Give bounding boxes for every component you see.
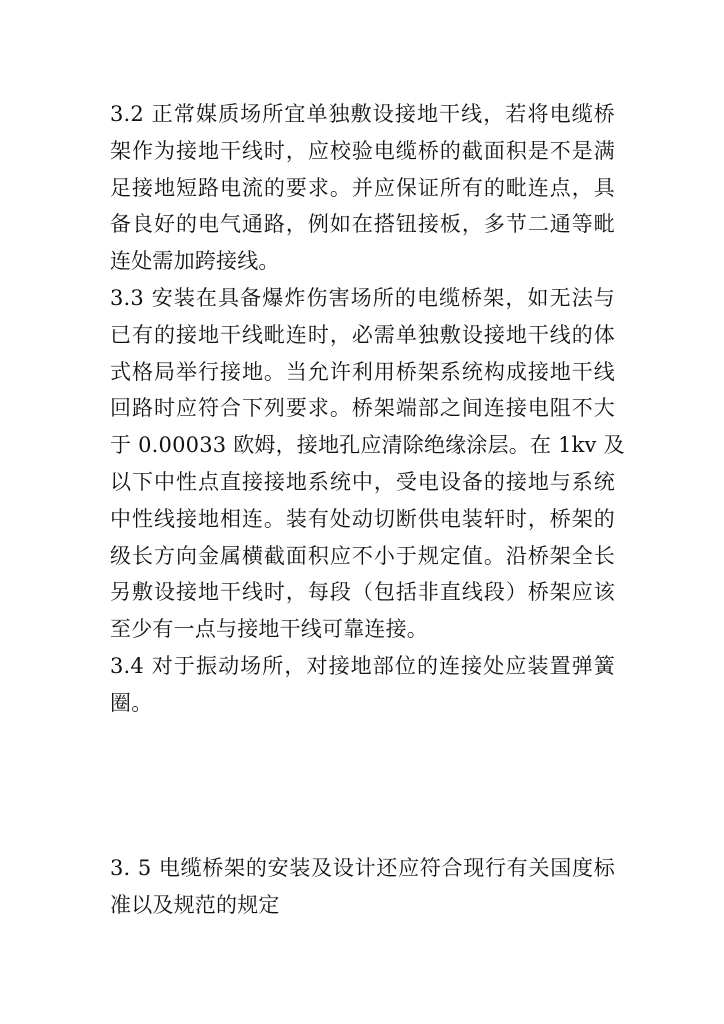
text-line: 级长方向金属横截面积应不小于规定值。沿桥架全长: [110, 543, 615, 568]
text-line: 已有的接地干线毗连时，必需单独敷设接地干线的体: [110, 322, 615, 347]
text-line: 足接地短路电流的要求。并应保证所有的毗连点，具: [110, 175, 615, 200]
text-line: 3. 5 电缆桥架的安装及设计还应符合现行有关国度标: [110, 856, 615, 880]
text-line: 3.2 正常媒质场所宜单独敷设接地干线，若将电缆桥: [110, 102, 615, 126]
text-line: 式格局举行接地。当允许利用桥架系统构成接地干线: [110, 359, 615, 384]
text-line: 3.4 对于振动场所，对接地部位的连接处应装置弹簧: [110, 653, 615, 678]
text-line: 以下中性点直接接地系统中，受电设备的接地与系统: [110, 469, 615, 494]
text-line: 回路时应符合下列要求。桥架端部之间连接电阻不大: [110, 396, 615, 421]
text-line: 圈。: [110, 690, 153, 715]
text-line: 中性线接地相连。装有处动切断供电装轩时，桥架的: [110, 506, 615, 531]
text-line: 3.3 安装在具备爆炸伤害场所的电缆桥架，如无法与: [110, 285, 615, 310]
text-line: 架作为接地干线时，应校验电缆桥的截面积是不是满: [110, 138, 615, 163]
text-line: 备良好的电气通路，例如在搭钮接板，多节二通等毗: [110, 212, 615, 237]
text-line: 连处需加跨接线。: [110, 249, 280, 274]
section-3-5-text-block: [110, 850, 615, 924]
main-text-block: [110, 96, 625, 722]
text-line: 另敷设接地干线时，每段（包括非直线段）桥架应该: [110, 580, 615, 605]
text-line: 于 0.00033 欧姆，接地孔应清除绝缘涂层。在 1kv 及: [110, 433, 625, 458]
text-line: 准以及规范的规定: [110, 892, 280, 917]
text-line: 至少有一点与接地干线可靠连接。: [110, 617, 428, 642]
